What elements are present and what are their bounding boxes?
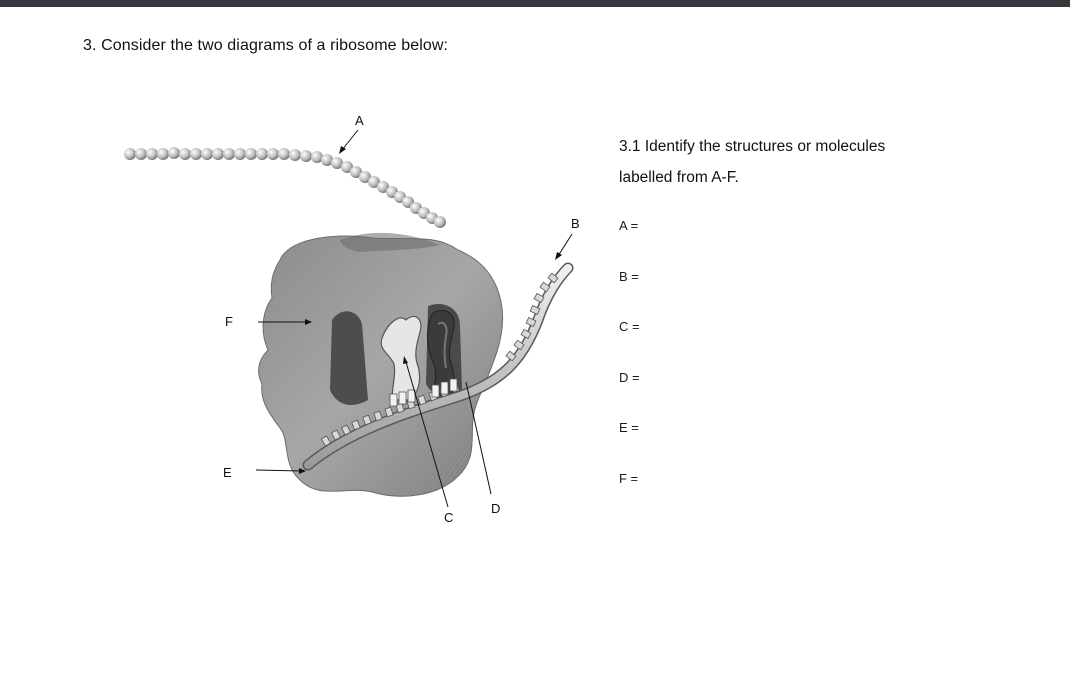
- label-e: E: [223, 465, 232, 480]
- label-c: C: [444, 510, 454, 525]
- top-bar: [0, 0, 1070, 7]
- answer-c: C =: [619, 319, 640, 334]
- answer-list: [619, 215, 640, 518]
- answer-a: A =: [619, 218, 639, 233]
- answer-f: F =: [619, 470, 639, 486]
- answer-e: E =: [619, 420, 639, 435]
- prompt-line-2: labelled from A-F.: [619, 169, 739, 186]
- label-d: D: [491, 501, 501, 516]
- label-f: F: [225, 314, 233, 329]
- label-a: A: [355, 113, 364, 128]
- answer-b: B =: [619, 268, 639, 284]
- prompt-line-1: 3.1 Identify the structures or molecules: [619, 138, 886, 155]
- answer-d: D =: [619, 369, 640, 385]
- question-title: 3. Consider the two diagrams of a ribosome below:: [83, 37, 449, 54]
- sub-question-prompt: [619, 131, 999, 193]
- ribosome-diagram: [110, 100, 610, 540]
- ribosome-body: [259, 233, 503, 496]
- label-b: B: [571, 216, 580, 231]
- polypeptide-chain: [124, 147, 446, 228]
